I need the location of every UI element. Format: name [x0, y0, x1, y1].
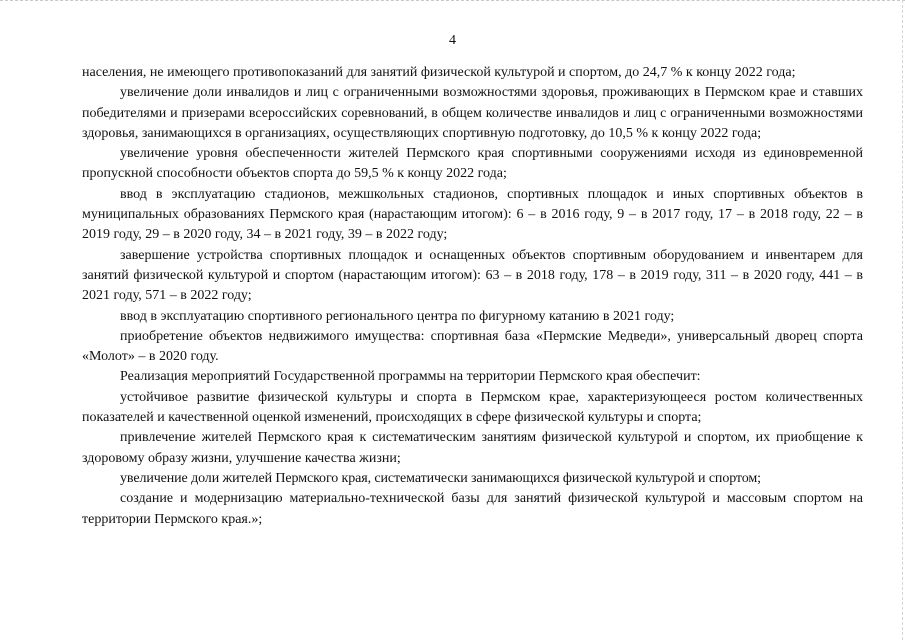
scan-top-edge: [0, 0, 905, 3]
paragraph-real-estate: приобретение объектов недвижимого имущества: спортивная база «Пермские Медведи», универсальный дворец спорта «Молот» – в 2020 году.: [82, 328, 863, 365]
paragraph-skating-center: ввод в эксплуатацию спортивного регионального центра по фигурному катанию в 2021 году;: [120, 308, 675, 324]
paragraph-stadiums: ввод в эксплуатацию стадионов, межшкольных стадионов, спортивных площадок и иных спортивных объектов в муниципальных образованиях Пермского края (нарастающим итогом): 6 – в 2016 году, 9 – в 2017 году, 17 – в 2018 году, 22 – в 2019 году, 29 – в 2020 году, 34 – в 2021 году, 39 – в 2022 году;: [82, 186, 863, 243]
paragraph-program-intro: Реализация мероприятий Государственной программы на территории Пермского края обеспечит:: [120, 369, 701, 385]
document-body: [82, 63, 863, 530]
page-number: 4: [449, 33, 456, 48]
paragraph-infrastructure: создание и модернизацию материально-технической базы для занятий физической культурой и массовым спортом на территории Пермского края.»;: [82, 491, 863, 527]
paragraph-resident-share: увеличение доли жителей Пермского края, систематически занимающихся физической культурой и спортом;: [120, 470, 761, 486]
paragraph-resident-engagement: привлечение жителей Пермского края к систематическим занятиям физической культурой и спортом, их приобщение к здоровому образу жизни, улучшение качества жизни;: [82, 430, 863, 466]
scan-right-edge: [902, 0, 903, 640]
paragraph-sports-grounds: завершение устройства спортивных площадок и оснащенных объектов спортивным оборудованием и инвентарем для занятий физической культурой и спортом (нарастающим итогом): 63 – в 2018 году, 178 – в 2019 году, 311 – в 2020 году, 441 – в 2021 году, 571 – в 2022 году;: [82, 247, 863, 304]
paragraph-disabled-athletes: увеличение доли инвалидов и лиц с ограниченными возможностями здоровья, проживающих в Пермском крае и ставших победителями и призерами всероссийских соревнований, в общем количестве инвалидов и лиц с ограниченными возможностями здоровья, занимающихся в организациях, осуществляющих спортивную подготовку, до 10,5 % к концу 2022 года;: [82, 85, 863, 141]
paragraph-sports-facilities: увеличение уровня обеспеченности жителей Пермского края спортивными сооружениями исходя из единовременной пропускной способности объектов спорта до 59,5 % к концу 2022 года;: [82, 146, 863, 182]
paragraph-sustainable-development: устойчивое развитие физической культуры и спорта в Пермском крае, характеризующееся ростом количественных показателей и качественной оценкой изменений, происходящих в сфере физической культуры и спорта;: [82, 389, 863, 426]
paragraph-continuation: населения, не имеющего противопоказаний для занятий физической культурой и спортом, до 24,7 % к концу 2022 года;: [82, 65, 796, 80]
